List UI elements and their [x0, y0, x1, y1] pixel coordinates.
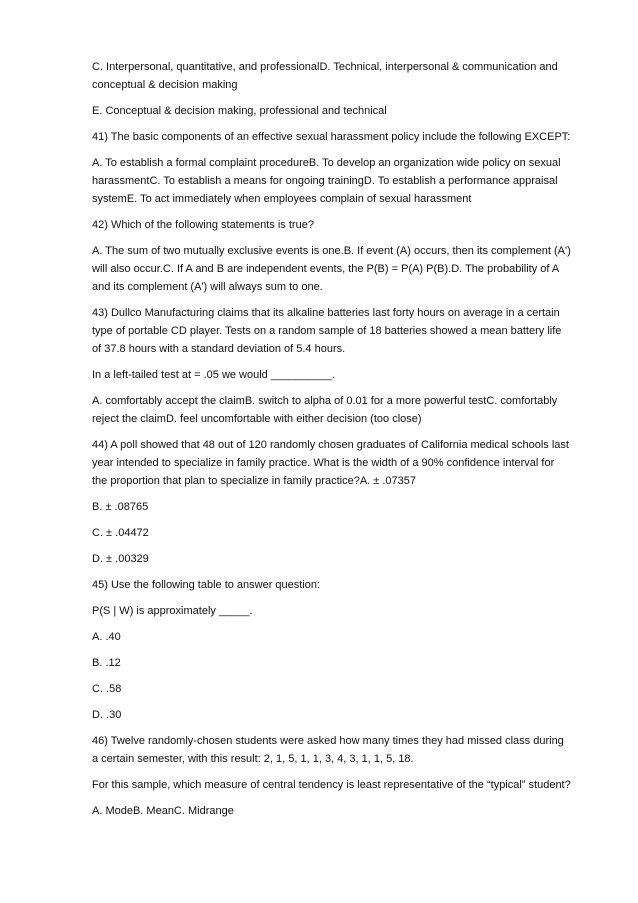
question-41-options: A. To establish a formal complaint procedureB. To develop an organization wide policy on sexual harassmentC. To establish a means for ongoing trainingD. To establish a performance appraisal systemE. To act immediately when employees complain of sexual harassment [92, 157, 561, 205]
question-46: 46) Twelve randomly-chosen students were asked how many times they had missed class during a certain semester, with this result: 2, 1, 5, 1, 1, 3, 4, 3, 1, 1, 5, 18. [92, 735, 564, 765]
question-44-option-c: C. ± .04472 [92, 527, 149, 539]
question-44: 44) A poll showed that 48 out of 120 randomly chosen graduates of California medical schools last year intended to specialize in family practice. What is the width of a 90% confidence interval for the proportion that plan to specialize in family practice?A. ± .07357 [92, 439, 569, 487]
question-42: 42) Which of the following statements is true? [92, 219, 314, 231]
question-41: 41) The basic components of an effective sexual harassment policy include the following EXCEPT: [92, 131, 571, 143]
paragraph-option-e: E. Conceptual & decision making, professional and technical [92, 105, 387, 117]
document-body [92, 58, 572, 828]
question-43: 43) Dullco Manufacturing claims that its alkaline batteries last forty hours on average in a certain type of portable CD player. Tests on a random sample of 18 batteries showed a mean battery life of 37.8 hours with a standard deviation of 5.4 hours. [92, 307, 562, 355]
question-45-option-c: C. .58 [92, 683, 122, 695]
question-42-options: A. The sum of two mutually exclusive events is one.B. If event (A) occurs, then its complement (A') will also occur.C. If A and B are independent events, the P(B) = P(A) P(B).D. The probability of A and its complement (A') will always sum to one. [92, 245, 571, 293]
question-45-option-d: D. .30 [92, 709, 122, 721]
question-45-prompt: P(S | W) is approximately _____. [92, 605, 253, 617]
paragraph-options-c-d: C. Interpersonal, quantitative, and professionalD. Technical, interpersonal & communication and conceptual & decision making [92, 61, 558, 91]
question-43-options: A. comfortably accept the claimB. switch to alpha of 0.01 for a more powerful testC. comfortably reject the claimD. feel uncomfortable with either decision (too close) [92, 395, 558, 425]
question-45: 45) Use the following table to answer question: [92, 579, 321, 591]
question-43-prompt: In a left-tailed test at = .05 we would __________. [92, 369, 336, 381]
question-46-options: A. ModeB. MeanC. Midrange [92, 805, 234, 817]
question-45-option-a: A. .40 [92, 631, 121, 643]
question-46-prompt: For this sample, which measure of central tendency is least representative of the “typical” student? [92, 779, 571, 791]
question-44-option-d: D. ± .00329 [92, 553, 149, 565]
question-45-option-b: B. .12 [92, 657, 121, 669]
question-44-option-b: B. ± .08765 [92, 501, 149, 513]
